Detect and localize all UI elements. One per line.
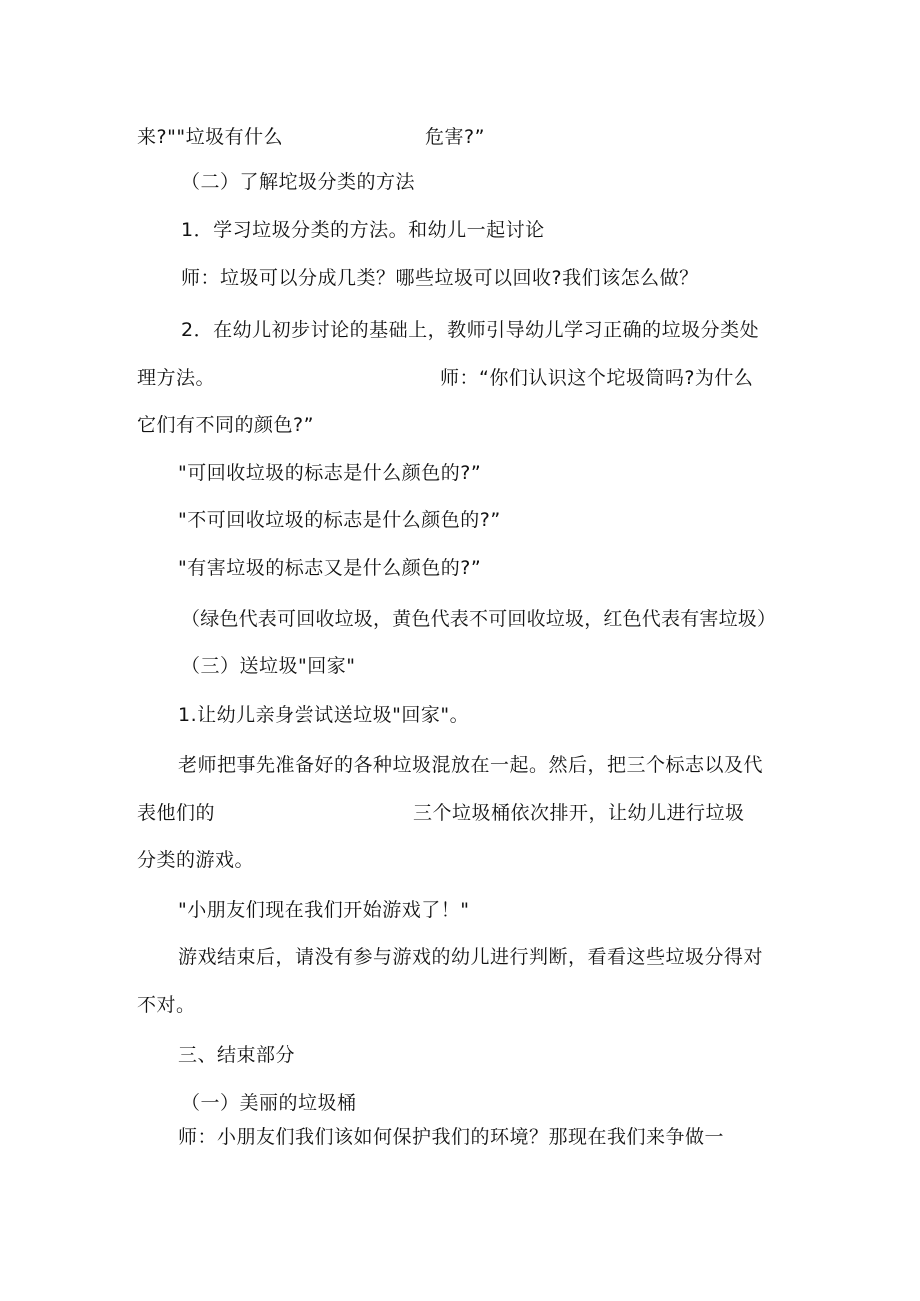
text-line-15a: 表他们的	[137, 802, 216, 824]
text-line-22: 师：小朋友们我们该如何保护我们的环境？那现在我们来争做一	[178, 1126, 725, 1148]
text-line-1a: 来?""垃圾有什么	[137, 126, 284, 148]
text-line-6b: 师：“你们认识这个坨圾筒吗?为什么	[440, 367, 754, 389]
section-heading-end-1: （一）美丽的垃圾桶	[181, 1092, 357, 1114]
text-line-19: 不对。	[137, 994, 196, 1016]
text-line-8: "可回收垃圾的标志是什么颜色的?”	[178, 462, 482, 484]
section-heading-2: （二）了解坨圾分类的方法	[181, 171, 416, 193]
text-line-13: 1.让幼儿亲身尝试送垃圾"回家"。	[178, 704, 470, 726]
text-line-1b: 危害?”	[425, 126, 485, 148]
text-line-3: 1．学习垃圾分类的方法。和幼儿一起讨论	[181, 219, 545, 241]
text-line-14: 老师把事先准备好的各种垃圾混放在一起。然后，把三个标志以及代	[178, 754, 764, 776]
section-heading-end: 三、结束部分	[178, 1044, 296, 1066]
text-line-11: （绿色代表可回收垃圾，黄色代表不可回收垃圾，红色代表有害垃圾）	[181, 608, 777, 630]
text-line-17: "小朋友们现在我们开始游戏了！"	[178, 899, 470, 921]
text-line-4: 师：垃圾可以分成几类？哪些垃圾可以回收?我们该怎么做？	[181, 267, 699, 289]
text-line-5: 2．在幼儿初步讨论的基础上，教师引导幼儿学习正确的垃圾分类处	[181, 319, 760, 341]
text-line-16: 分类的游戏。	[137, 849, 255, 871]
text-line-7: 它们有不同的颜色?”	[137, 414, 314, 436]
text-line-6a: 理方法。	[137, 367, 216, 389]
text-line-9: "不可回收垃圾的标志是什么颜色的?”	[178, 509, 501, 531]
section-heading-3: （三）送垃圾"回家"	[181, 655, 356, 677]
text-line-18: 游戏结束后，请没有参与游戏的幼儿进行判断，看看这些垃圾分得对	[178, 946, 764, 968]
text-line-15b: 三个垃圾桶依次排开，让幼儿进行垃圾	[413, 802, 745, 824]
text-line-10: "有害垃圾的标志又是什么颜色的?”	[178, 557, 482, 579]
